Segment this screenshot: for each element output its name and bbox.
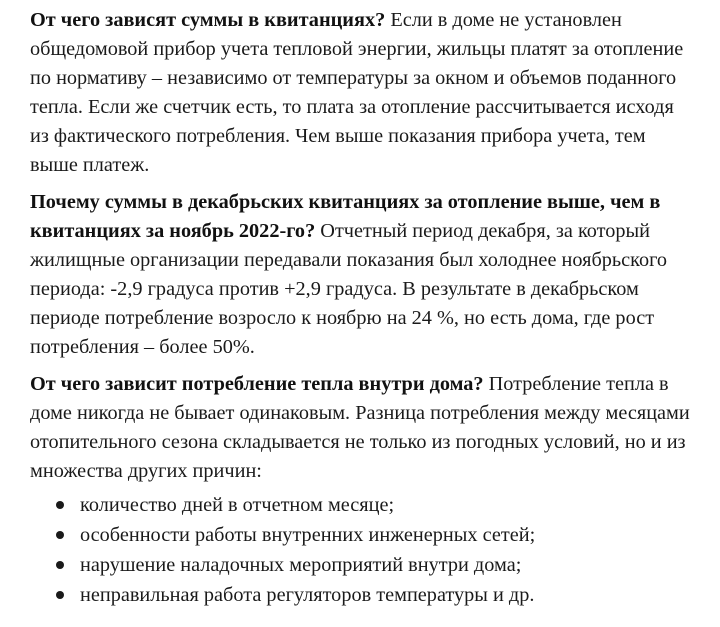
list-item-text: количество дней в отчетном месяце; — [80, 494, 395, 516]
list-item-text: неправильная работа регуляторов температуры и др. — [80, 584, 535, 606]
bullet-icon — [56, 501, 64, 509]
answer-text: Если в доме не установлен общедомовой прибор учета тепловой энергии, жильцы платят за отопление по нормативу – независимо от температуры за окном и объемов поданного тепла. Если же счетчик есть, то плата за отопление рассчитывается исходя из фактического потребления. Чем выше показания прибора учета, тем выше платеж. — [30, 9, 684, 176]
list-item — [30, 520, 694, 550]
answer-text: Отчетный период декабря, за который жилищные организации передавали показания был холоднее ноябрьского периода: -2,9 градуса против +2,9 градуса. В результате в декабрьском периоде потребление возросло к ноябрю на 24 %, но есть дома, где рост потребления – более 50%. — [30, 220, 668, 358]
paragraph-heating-sums — [30, 6, 694, 180]
list-item — [30, 550, 694, 580]
question-heading: Почему суммы в декабрьских квитанциях за отопление выше, чем в квитанциях за ноябрь 2022-го? — [30, 191, 661, 242]
question-heading: От чего зависят суммы в квитанциях? — [30, 9, 386, 31]
paragraph-december-bills — [30, 188, 694, 362]
answer-text: Потребление тепла в доме никогда не бывает одинаковым. Разница потребления между месяцами отопительного сезона складывается не только из погодных условий, но и из множества других причин: — [30, 373, 690, 482]
reasons-list — [30, 490, 694, 610]
list-item-text: особенности работы внутренних инженерных сетей; — [80, 524, 536, 546]
bullet-icon — [56, 561, 64, 569]
paragraph-heat-consumption — [30, 370, 694, 486]
list-item — [30, 490, 694, 520]
bullet-icon — [56, 531, 64, 539]
list-item-text: нарушение наладочных мероприятий внутри дома; — [80, 554, 522, 576]
question-heading: От чего зависит потребление тепла внутри дома? — [30, 373, 484, 395]
document-body — [30, 6, 694, 610]
bullet-icon — [56, 591, 64, 599]
list-item — [30, 580, 694, 610]
